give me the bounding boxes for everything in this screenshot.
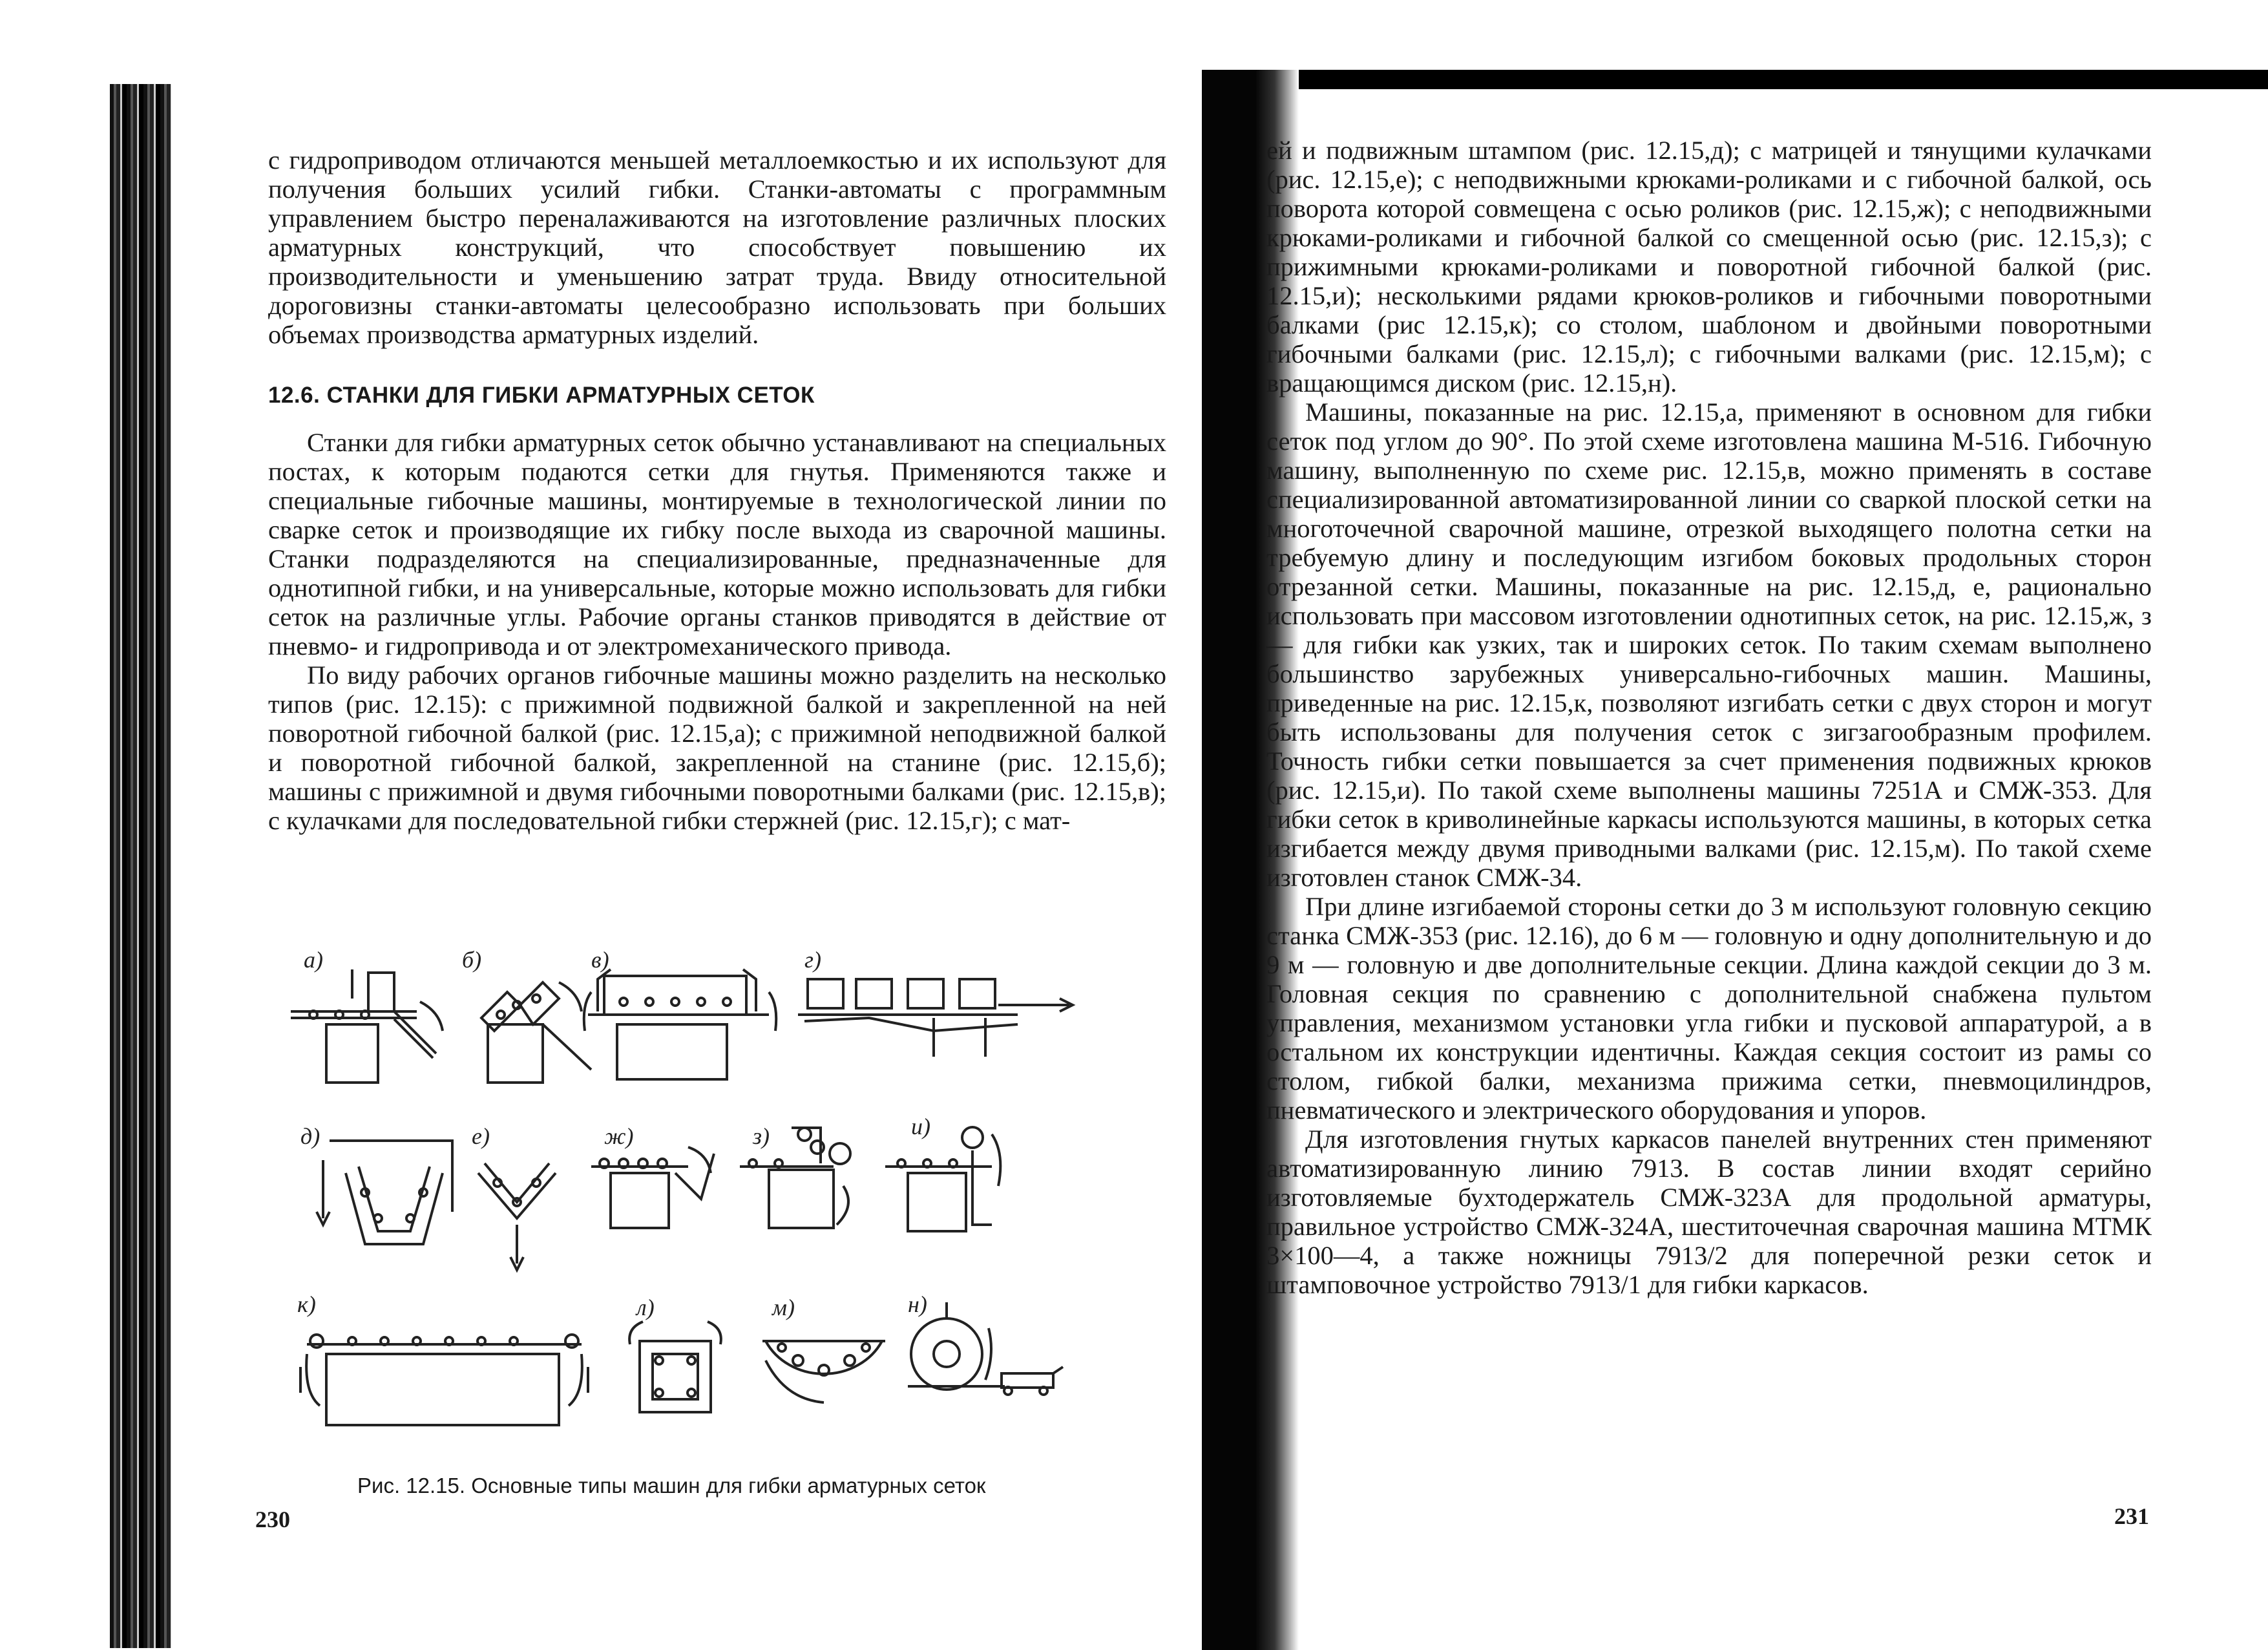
right-page (1266, 136, 2152, 1299)
section-heading: 12.6. СТАНКИ ДЛЯ ГИБКИ АРМАТУРНЫХ СЕТОК (268, 383, 815, 408)
left-page (268, 145, 1166, 835)
label-e: е) (472, 1123, 490, 1149)
label-v: в) (591, 947, 609, 973)
page-number-left: 230 (255, 1507, 290, 1532)
scheme-n (908, 1302, 1063, 1395)
scheme-a (291, 969, 443, 1083)
scan-background-top (0, 0, 2268, 78)
scheme-e (478, 1163, 556, 1270)
label-n: н) (908, 1291, 927, 1317)
scheme-zh (591, 1147, 714, 1228)
left-paragraph-1: Станки для гибки арматурных сеток обычно устанавливают на специальных постах, к которым подаются сетки для гнутья. Применяются также и специальные гибочные машины, монтируемые в технологической линии по сварке сеток и производящие их гибку после выхода из сварочной машины. Станки подразделяются на специализированные, предназначенные для однотипной гибки, и на универсальные, которые можно использовать для гибки сеток на различные углы. Рабочие органы станков приводятся в действие от пневмо- и гидропривода и от электромеханического привода. (268, 428, 1166, 661)
scheme-d (317, 1141, 452, 1244)
label-i: и) (911, 1114, 930, 1139)
label-b: б) (462, 947, 482, 973)
right-paragraph-2: Машины, показанные на рис. 12.15,а, применяют в основном для гибки сеток под углом до 90°. По этой схеме изготовлена машина М-516. Гибочную машину, выполненную по схеме рис. 12.15,в, можно применять в составе специализированной автоматизированной линии со сваркой плоской сетки на многоточечной сварочной машине, отрезкой выходящего полотна сетки на требуемую длину и последующим изгибом боковых продольных сторон отрезанной сетки. Машины, показанные на рис. 12.15,д, е, рационально использовать при массовом изготовлении однотипных сеток, на рис. 12.15,ж, з — для гибки как узких, так и широких сеток. По таким схемам выполнено большинство зарубежных универсально-гибочных машин. Машины, приведенные на рис. 12.15,к, позволяют изгибать сетки с двух сторон и могут быть использованы для получения сеток с зигзагообразным профилем. Точность гибки сетки повышается за счет применения подвижных крюков (рис. 12.15,и). По такой схеме выполнены машины 7251А и СМЖ-353. Для гибки сеток в криволинейные каркасы используются машины, в которых сетка изгибается между двумя приводными валками (рис. 12.15,м). По такой схеме изготовлен станок СМЖ-34. (1266, 397, 2152, 892)
scheme-g (798, 979, 1073, 1057)
right-paragraph-3: При длине изгибаемой стороны сетки до 3 м используют головную секцию станка СМЖ-353 (рис. 12.16), до 6 м — головную и одну дополнительную и до 9 м — головную и две дополнительные секции. Длина каждой секции до 3 м. Головная секция по сравнению с дополнительной снабжена пультом управления, механизмом установки угла гибки и пусковой аппаратурой, а в остальном их конструкции идентичны. Каждая секция состоит из рамы со столом, гибкой балки, механизма прижима сетки, пневмоцилиндров, пневматического и электрического оборудования и упоров. (1266, 892, 2152, 1125)
figure-caption: Рис. 12.15. Основные типы машин для гибки арматурных сеток (357, 1474, 986, 1497)
label-m: м) (772, 1295, 795, 1320)
label-zh: ж) (604, 1123, 634, 1149)
left-book-edge (110, 84, 171, 1648)
scheme-l (629, 1322, 721, 1412)
bending-machines-diagram (288, 940, 1147, 1477)
label-l: л) (636, 1295, 655, 1320)
figure-12-15 (288, 940, 1147, 1477)
scan-top-shadow (1215, 70, 2268, 89)
intro-paragraph: с гидроприводом отличаются меньшей металлоемкостью и их используют для получения больших усилий гибки. Станки-автоматы с программным управлением быстро переналаживаются на изготовление различных плоских арматурных конструкций, что способствует повышению их производительности и уменьшению затрат труда. Ввиду относительной дороговизны станки-автоматы целесообразно использовать при больших объемах производства арматурных изделий. (268, 145, 1166, 349)
scheme-b (481, 982, 591, 1083)
page-number-right: 231 (2114, 1503, 2149, 1529)
label-d: д) (300, 1123, 320, 1149)
right-paragraph-1: ей и подвижным штампом (рис. 12.15,д); с матрицей и тянущими кулачками (рис. 12.15,е); с неподвижными крюками-роликами и с гибочной балкой, ось поворота которой совмещена с осью роликов (рис. 12.15,ж); с неподвижными крюками-роликами и гибочной балкой со смещенной осью (рис. 12.15,з); с прижимными крюками-роликами и поворотной гибочной балкой (рис. 12.15,и); несколькими рядами крюков-роликов и гибочными поворотными балками (рис 12.15,к); со столом, шаблоном и двойными поворотными гибочными балками (рис. 12.15,л); с гибочными валками (рис. 12.15,м); с вращающимся диском (рис. 12.15,н). (1266, 136, 2152, 397)
scheme-k (300, 1335, 588, 1425)
label-g: г) (804, 947, 822, 973)
right-paragraph-4: Для изготовления гнутых каркасов панелей внутренних стен применяют автоматизированную линию 7913. В состав линии входят серийно изготовляемые бухтодержатель СМЖ-323А для продольной арматуры, правильное устройство СМЖ-324А, шеститочечная сварочная машина МТМК 3×100—4, а также ножницы 7913/2 для поперечной резки сеток и штамповочное устройство 7913/1 для гибки каркасов. (1266, 1125, 2152, 1299)
left-paragraph-2: По виду рабочих органов гибочные машины можно разделить на несколько типов (рис. 12.15): с прижимной подвижной балкой и закрепленной на ней поворотной гибочной балкой (рис. 12.15,а); с прижимной неподвижной балкой и поворотной гибочной балкой, закрепленной на станине (рис. 12.15,б); машины с прижимной и двумя гибочными поворотными балками (рис. 12.15,в); с кулачками для последовательной гибки стержней (рис. 12.15,г); с мат- (268, 661, 1166, 835)
scheme-i (885, 1127, 1000, 1231)
label-k: к) (297, 1291, 316, 1317)
label-a: а) (304, 947, 323, 973)
scheme-m (762, 1341, 885, 1402)
scheme-v (584, 969, 777, 1079)
label-z: з) (753, 1123, 770, 1149)
